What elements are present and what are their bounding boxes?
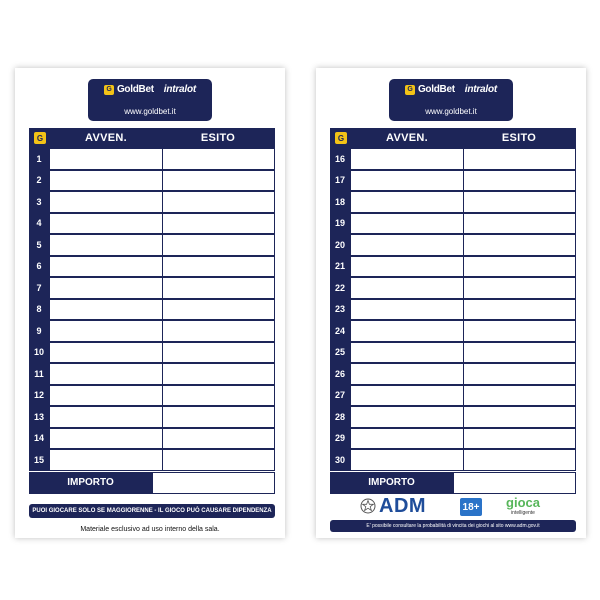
- table-header: [330, 128, 576, 148]
- event-cell[interactable]: [50, 257, 162, 277]
- goldbet-logo: [104, 84, 154, 95]
- result-cell[interactable]: [464, 386, 576, 406]
- table-row: [29, 277, 275, 299]
- table-row: [330, 234, 576, 256]
- result-cell[interactable]: [464, 192, 576, 212]
- event-cell[interactable]: [351, 278, 463, 298]
- event-cell[interactable]: [351, 343, 463, 363]
- row-number: 28: [334, 411, 345, 422]
- intralot-logo: intralot: [163, 84, 197, 95]
- row-number: 24: [334, 325, 345, 336]
- event-cell[interactable]: [351, 386, 463, 406]
- row-number: 18: [334, 196, 345, 207]
- event-cell[interactable]: [351, 171, 463, 191]
- event-cell[interactable]: [50, 450, 162, 470]
- importo-field[interactable]: [453, 472, 576, 494]
- goldbet-badge-icon: G: [405, 85, 415, 95]
- event-cell[interactable]: [50, 407, 162, 427]
- event-cell[interactable]: [50, 343, 162, 363]
- column-header-event: AVVEN.: [386, 132, 428, 144]
- column-header-result: ESITO: [200, 132, 236, 144]
- row-number: 19: [334, 218, 345, 229]
- row-number: 17: [334, 175, 345, 186]
- result-cell[interactable]: [464, 235, 576, 255]
- row-number: 12: [33, 390, 44, 401]
- result-cell[interactable]: [163, 278, 275, 298]
- table-row: [29, 428, 275, 450]
- row-number: 8: [36, 304, 42, 315]
- table-row: [330, 191, 576, 213]
- row-number: 4: [36, 218, 42, 229]
- event-cell[interactable]: [351, 321, 463, 341]
- table-row: [29, 406, 275, 428]
- table-row: [29, 191, 275, 213]
- result-cell[interactable]: [464, 450, 576, 470]
- brand-header: [88, 79, 212, 121]
- table-row: [29, 299, 275, 321]
- result-cell[interactable]: [464, 214, 576, 234]
- table-row: [330, 148, 576, 170]
- adm-logo: [360, 496, 426, 516]
- importo-field[interactable]: [152, 472, 275, 494]
- event-cell[interactable]: [50, 300, 162, 320]
- event-cell[interactable]: [50, 214, 162, 234]
- row-number: 27: [334, 390, 345, 401]
- goldbet-wordmark: GoldBet: [116, 84, 154, 95]
- table-row: [330, 299, 576, 321]
- result-cell[interactable]: [163, 149, 275, 169]
- table-rows: [29, 148, 275, 471]
- event-cell[interactable]: [351, 300, 463, 320]
- result-cell[interactable]: [464, 257, 576, 277]
- bet-table: [29, 128, 275, 494]
- result-cell[interactable]: [464, 343, 576, 363]
- row-number: 13: [33, 411, 44, 422]
- result-cell[interactable]: [464, 364, 576, 384]
- event-cell[interactable]: [50, 192, 162, 212]
- result-cell[interactable]: [163, 300, 275, 320]
- table-row: [29, 234, 275, 256]
- age-warning-banner: PUOI GIOCARE SOLO SE MAGGIORENNE - IL GIOCO PUÒ CAUSARE DIPENDENZA: [29, 504, 275, 518]
- table-row: [29, 385, 275, 407]
- table-row: [29, 213, 275, 235]
- row-number: 16: [334, 153, 345, 164]
- importo-row: [29, 472, 275, 494]
- row-number: 9: [36, 325, 42, 336]
- row-number: 22: [334, 282, 345, 293]
- probability-note-banner: E' possibile consultare la probabilità di vincita dei giochi al sito www.adm.gov.it: [330, 520, 576, 532]
- bet-slip-left: [15, 68, 285, 538]
- table-row: [330, 363, 576, 385]
- gioca-subtitle: intelligente: [511, 510, 535, 516]
- event-cell[interactable]: [351, 257, 463, 277]
- table-header: [29, 128, 275, 148]
- event-cell[interactable]: [50, 429, 162, 449]
- row-number: 14: [33, 433, 44, 444]
- event-cell[interactable]: [50, 321, 162, 341]
- table-row: [330, 428, 576, 450]
- intralot-logo: intralot: [464, 84, 498, 95]
- age-18-badge: 18+: [460, 498, 482, 516]
- row-number: 3: [36, 196, 42, 207]
- event-cell[interactable]: [50, 386, 162, 406]
- row-number: 21: [334, 261, 345, 272]
- result-cell[interactable]: [464, 149, 576, 169]
- table-row: [330, 385, 576, 407]
- table-row: [29, 342, 275, 364]
- importo-row: [330, 472, 576, 494]
- result-cell[interactable]: [464, 278, 576, 298]
- table-row: [29, 363, 275, 385]
- gioca-intelligente-logo: [500, 496, 546, 518]
- table-row: [330, 213, 576, 235]
- result-cell[interactable]: [163, 407, 275, 427]
- result-cell[interactable]: [163, 321, 275, 341]
- adm-wordmark: ADM: [379, 495, 427, 517]
- website-url: www.goldbet.it: [425, 107, 477, 116]
- result-cell[interactable]: [464, 407, 576, 427]
- event-cell[interactable]: [351, 407, 463, 427]
- row-number: 7: [36, 282, 42, 293]
- goldbet-badge-icon: G: [104, 85, 114, 95]
- result-cell[interactable]: [163, 450, 275, 470]
- bet-table: [330, 128, 576, 494]
- column-header-result: ESITO: [501, 132, 537, 144]
- importo-label: IMPORTO: [29, 472, 152, 494]
- table-row: [330, 342, 576, 364]
- result-cell[interactable]: [464, 429, 576, 449]
- table-row: [29, 170, 275, 192]
- result-cell[interactable]: [163, 429, 275, 449]
- event-cell[interactable]: [351, 364, 463, 384]
- row-number: 20: [334, 239, 345, 250]
- row-number: 5: [36, 239, 42, 250]
- website-url: www.goldbet.it: [124, 107, 176, 116]
- event-cell[interactable]: [351, 214, 463, 234]
- goldbet-badge-icon: G: [335, 132, 347, 144]
- result-cell[interactable]: [464, 300, 576, 320]
- table-row: [330, 277, 576, 299]
- event-cell[interactable]: [50, 171, 162, 191]
- row-number: 11: [34, 368, 44, 379]
- row-number: 26: [334, 368, 345, 379]
- italian-emblem-icon: [360, 497, 376, 515]
- regulatory-logos: [330, 496, 576, 518]
- result-cell[interactable]: [163, 192, 275, 212]
- result-cell[interactable]: [163, 214, 275, 234]
- row-number: 30: [334, 454, 345, 465]
- row-number: 1: [36, 153, 42, 164]
- goldbet-logo: [405, 84, 455, 95]
- brand-header: [389, 79, 513, 121]
- event-cell[interactable]: [50, 235, 162, 255]
- gioca-wordmark: gioca: [506, 495, 540, 510]
- table-row: [330, 256, 576, 278]
- result-cell[interactable]: [464, 171, 576, 191]
- event-cell[interactable]: [351, 450, 463, 470]
- result-cell[interactable]: [163, 386, 275, 406]
- column-header-event: AVVEN.: [85, 132, 127, 144]
- bet-slip-right: [316, 68, 586, 538]
- table-row: [29, 256, 275, 278]
- result-cell[interactable]: [163, 364, 275, 384]
- row-number: 29: [334, 433, 345, 444]
- table-row: [330, 320, 576, 342]
- result-cell[interactable]: [163, 171, 275, 191]
- result-cell[interactable]: [163, 343, 275, 363]
- table-row: [29, 148, 275, 170]
- event-cell[interactable]: [351, 235, 463, 255]
- table-row: [29, 320, 275, 342]
- table-row: [330, 449, 576, 471]
- table-row: [29, 449, 275, 471]
- row-number: 25: [334, 347, 345, 358]
- event-cell[interactable]: [50, 278, 162, 298]
- table-row: [330, 406, 576, 428]
- footer-note: Materiale esclusivo ad uso interno della sala.: [80, 526, 220, 533]
- importo-label: IMPORTO: [330, 472, 453, 494]
- table-row: [330, 170, 576, 192]
- row-number: 2: [36, 175, 42, 186]
- event-cell[interactable]: [50, 364, 162, 384]
- result-cell[interactable]: [163, 257, 275, 277]
- result-cell[interactable]: [163, 235, 275, 255]
- event-cell[interactable]: [50, 149, 162, 169]
- event-cell[interactable]: [351, 192, 463, 212]
- row-number: 6: [36, 261, 42, 272]
- row-number: 23: [334, 304, 345, 315]
- result-cell[interactable]: [464, 321, 576, 341]
- table-rows: [330, 148, 576, 471]
- goldbet-badge-icon: G: [34, 132, 46, 144]
- goldbet-wordmark: GoldBet: [417, 84, 455, 95]
- row-number: 10: [33, 347, 44, 358]
- event-cell[interactable]: [351, 149, 463, 169]
- row-number: 15: [33, 454, 44, 465]
- event-cell[interactable]: [351, 429, 463, 449]
